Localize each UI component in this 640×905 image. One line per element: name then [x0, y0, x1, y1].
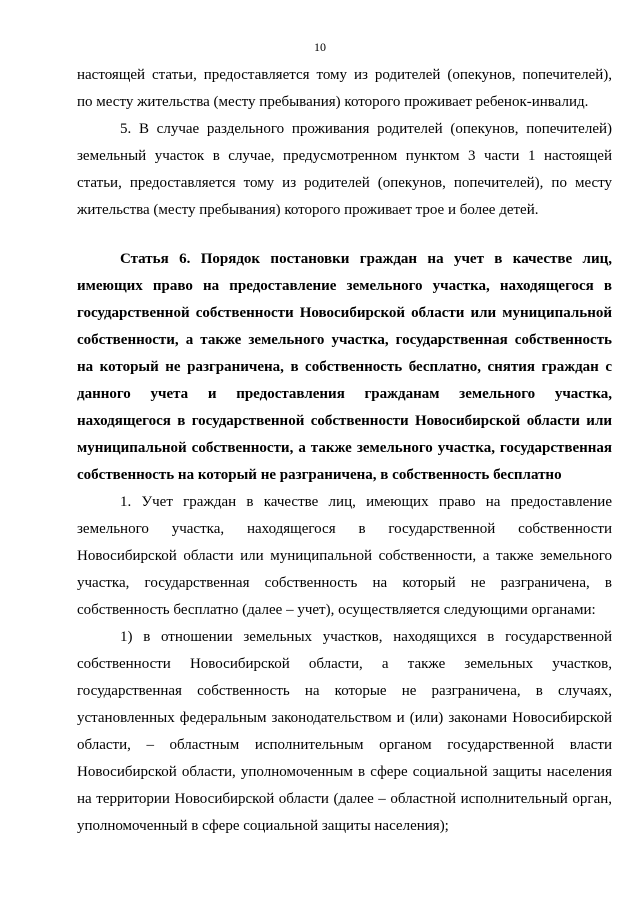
text-line: собственности Новосибирской области, а также земельных участков,	[77, 656, 612, 672]
text-line: области, – областным исполнительным органом государственной власти	[77, 737, 612, 753]
text-line: 1. Учет граждан в качестве лиц, имеющих право на предоставление	[120, 494, 612, 510]
page-number: 10	[314, 40, 326, 54]
text-line: государственная собственность на которые не разграничена, в случаях,	[77, 683, 612, 699]
article-heading-line: на который не разграничена, в собственность бесплатно, снятия граждан с	[77, 359, 612, 375]
text-line: уполномоченный в сфере социальной защиты населения);	[77, 818, 449, 834]
text-line: статьи, предоставляется тому из родителей (опекунов, попечителей), по месту	[77, 175, 612, 191]
article-heading-line: данного учета и предоставления гражданам земельного участка,	[77, 386, 612, 402]
text-line: по месту жительства (месту пребывания) которого проживает ребенок-инвалид.	[77, 94, 589, 110]
text-line: настоящей статьи, предоставляется тому из родителей (опекунов, попечителей),	[77, 67, 612, 83]
text-line: земельный участок в случае, предусмотренном пунктом 3 части 1 настоящей	[77, 148, 612, 164]
article-heading-line: имеющих право на предоставление земельного участка, находящегося в	[77, 278, 612, 294]
article-heading-line: Статья 6. Порядок постановки граждан на учет в качестве лиц,	[120, 251, 612, 267]
text-line: Новосибирской области или муниципальной собственности, а также земельного	[77, 548, 612, 564]
text-line: 1) в отношении земельных участков, находящихся в государственной	[120, 629, 612, 645]
article-heading-line: находящегося в государственной собственности Новосибирской области или	[77, 413, 612, 429]
article-heading-line: собственности, а также земельного участка, государственная собственность	[77, 332, 612, 348]
article-heading-line: муниципальной собственности, а также земельного участка, государственная	[77, 440, 612, 456]
article-heading-line: государственной собственности Новосибирской области или муниципальной	[77, 305, 612, 321]
text-line: установленных федеральным законодательством и (или) законами Новосибирской	[77, 710, 612, 726]
text-line: 5. В случае раздельного проживания родителей (опекунов, попечителей)	[120, 121, 612, 137]
text-line: на территории Новосибирской области (далее – областной исполнительный орган,	[77, 791, 612, 807]
text-line: Новосибирской области, уполномоченным в сфере социальной защиты населения	[77, 764, 612, 780]
text-line: земельного участка, находящегося в государственной собственности	[77, 521, 612, 537]
article-heading-line: собственность на который не разграничена, в собственность бесплатно	[77, 467, 562, 483]
text-line: собственность бесплатно (далее – учет), осуществляется следующими органами:	[77, 602, 596, 618]
text-line: участка, государственная собственность на который не разграничена, в	[77, 575, 612, 591]
text-line: жительства (месту пребывания) которого проживает трое и более детей.	[77, 202, 539, 218]
